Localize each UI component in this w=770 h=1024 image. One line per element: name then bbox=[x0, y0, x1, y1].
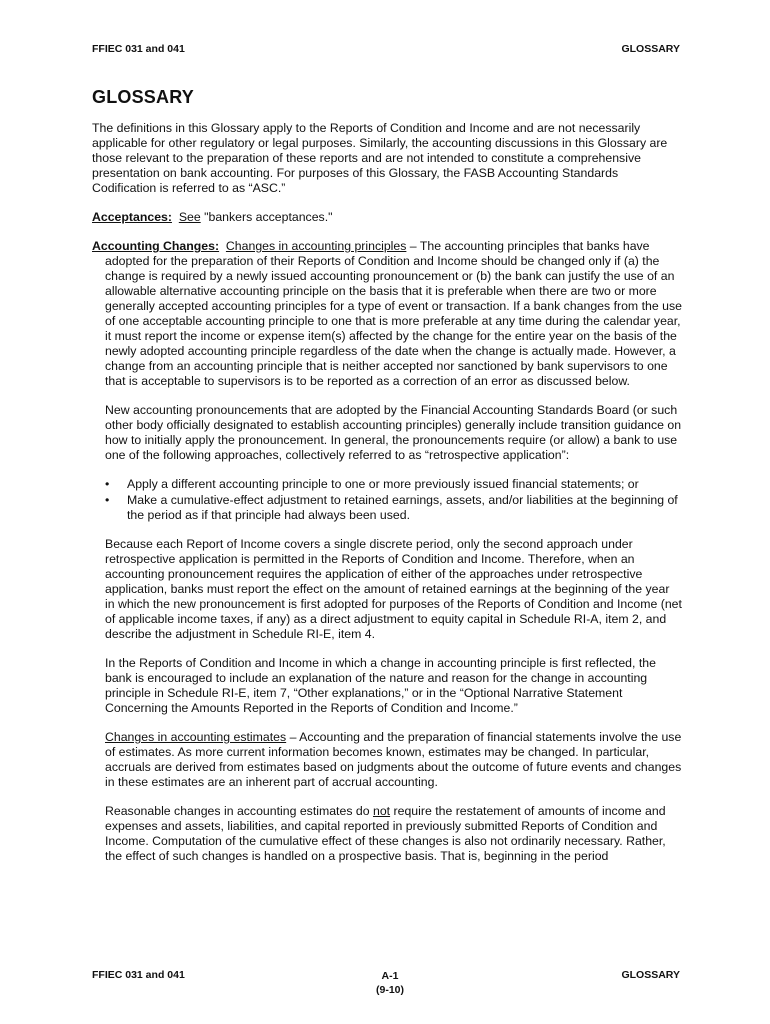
footer-form-id: FFIEC 031 and 041 bbox=[92, 969, 185, 981]
see-reference: See bbox=[178, 210, 201, 224]
entry-changes-estimates bbox=[92, 730, 682, 790]
bullet-icon: • bbox=[105, 493, 110, 507]
subterm-changes-principles: Changes in accounting principles bbox=[225, 239, 407, 253]
term-acceptances: Acceptances: bbox=[92, 210, 172, 224]
accounting-changes-para4: In the Reports of Condition and Income in which a change in accounting principle is first reflected, the bank is encouraged to include an explanation of the nature and reason for the change in accounting principle in Schedule RI-E, item 7, “Other explanations,” or in the “Optional Narrative Statement Concerning the Amounts Reported in the Reports of Condition and Income.” bbox=[105, 656, 656, 715]
page-number: A-1 bbox=[381, 970, 399, 982]
page-title: GLOSSARY bbox=[92, 87, 194, 107]
bullet-icon: • bbox=[105, 477, 110, 491]
list-item: • Apply a different accounting principle to one or more previously issued financial statements; or bbox=[105, 477, 639, 491]
estimates-para: – Accounting and the preparation of financial statements involve the use of estimates. As more current information becomes known, estimates may be changed. In particular, accruals are derived from estimates based on judgments about the outcome of future events and changes in these estimates are an inherent part of accrual accounting. bbox=[105, 730, 682, 789]
term-accounting-changes: Accounting Changes: bbox=[92, 239, 220, 253]
subterm-changes-estimates: Changes in accounting estimates bbox=[105, 730, 287, 744]
emphasis-not: not bbox=[372, 804, 391, 818]
intro-paragraph: The definitions in this Glossary apply to the Reports of Condition and Income and are not necessarily applicable for other regulatory or legal purposes. Similarly, the accounting discussions in this Glossary are those relevant to the preparation of these reports and are not intended to constitute a comprehensive presentation on bank accounting. For purposes of this Glossary, the FASB Accounting Standards Codification is referred to as “ASC.” bbox=[92, 121, 668, 195]
accounting-changes-para2: New accounting pronouncements that are adopted by the Financial Accounting Standards Board (or such other body officially designated to establish accounting principles) generally include transition guidance on how to initially apply the pronouncement. In general, the pronouncements require (or allow) a bank to use one of the following approaches, collectively referred to as “retrospective application”: bbox=[105, 403, 682, 462]
approaches-list bbox=[105, 477, 682, 523]
acceptances-text: "bankers acceptances." bbox=[200, 210, 333, 224]
document-body bbox=[92, 87, 682, 878]
accounting-changes-para3: Because each Report of Income covers a single discrete period, only the second approach under retrospective application is permitted in the Reports of Condition and Income. Therefore, when an accounting pronouncement requires the application of either of the approaches under retrospective application, banks must report the effect on the amount of retained earnings at the beginning of the year in which the new pronouncement is first adopted for purposes of the Reports of Condition and Income (net of applicable income taxes, if any) as a direct adjustment to equity capital in Schedule RI-A, item 2, and describe the adjustment in Schedule RI-E, item 4. bbox=[105, 537, 682, 641]
footer-section: GLOSSARY bbox=[621, 969, 680, 981]
list-item: • Make a cumulative-effect adjustment to retained earnings, assets, and/or liabilities at the beginning of the period as if that principle had always been used. bbox=[105, 493, 678, 522]
header-section: GLOSSARY bbox=[621, 43, 680, 55]
footer-page-number bbox=[355, 969, 425, 997]
accounting-changes-para1: – The accounting principles that banks have adopted for the preparation of their Reports of Condition and Income should be changed only if (a) the change is required by a newly issued accounting pronouncement or (b) the bank can justify the use of an allowable alternative accounting principle on the basis that it is preferable when there are two or more generally accepted accounting principles for a type of event or transaction. If a bank changes from the use of one acceptable accounting principle to one that is more preferable at any time during the calendar year, it must report the income or expense item(s) affected by the change for the entire year on the basis of the newly adopted accounting principle regardless of the date when the change is actually made. However, a change from an accounting principle that is neither accepted nor sanctioned by bank supervisors to one that is acceptable to supervisors is to be reported as a correction of an error as discussed below. bbox=[105, 239, 682, 388]
header-form-id: FFIEC 031 and 041 bbox=[92, 43, 185, 55]
revision-date: (9-10) bbox=[375, 984, 404, 996]
entry-acceptances bbox=[92, 210, 682, 225]
accounting-changes-para6: Reasonable changes in accounting estimates do not require the restatement of amounts of income and expenses and assets, liabilities, and capital reported in previously submitted Reports of Condition and Income. Computation of the cumulative effect of these changes is also not ordinarily necessary. Rather, the effect of such changes is handled on a prospective basis. That is, beginning in the period bbox=[105, 804, 666, 863]
entry-accounting-changes bbox=[92, 239, 682, 389]
